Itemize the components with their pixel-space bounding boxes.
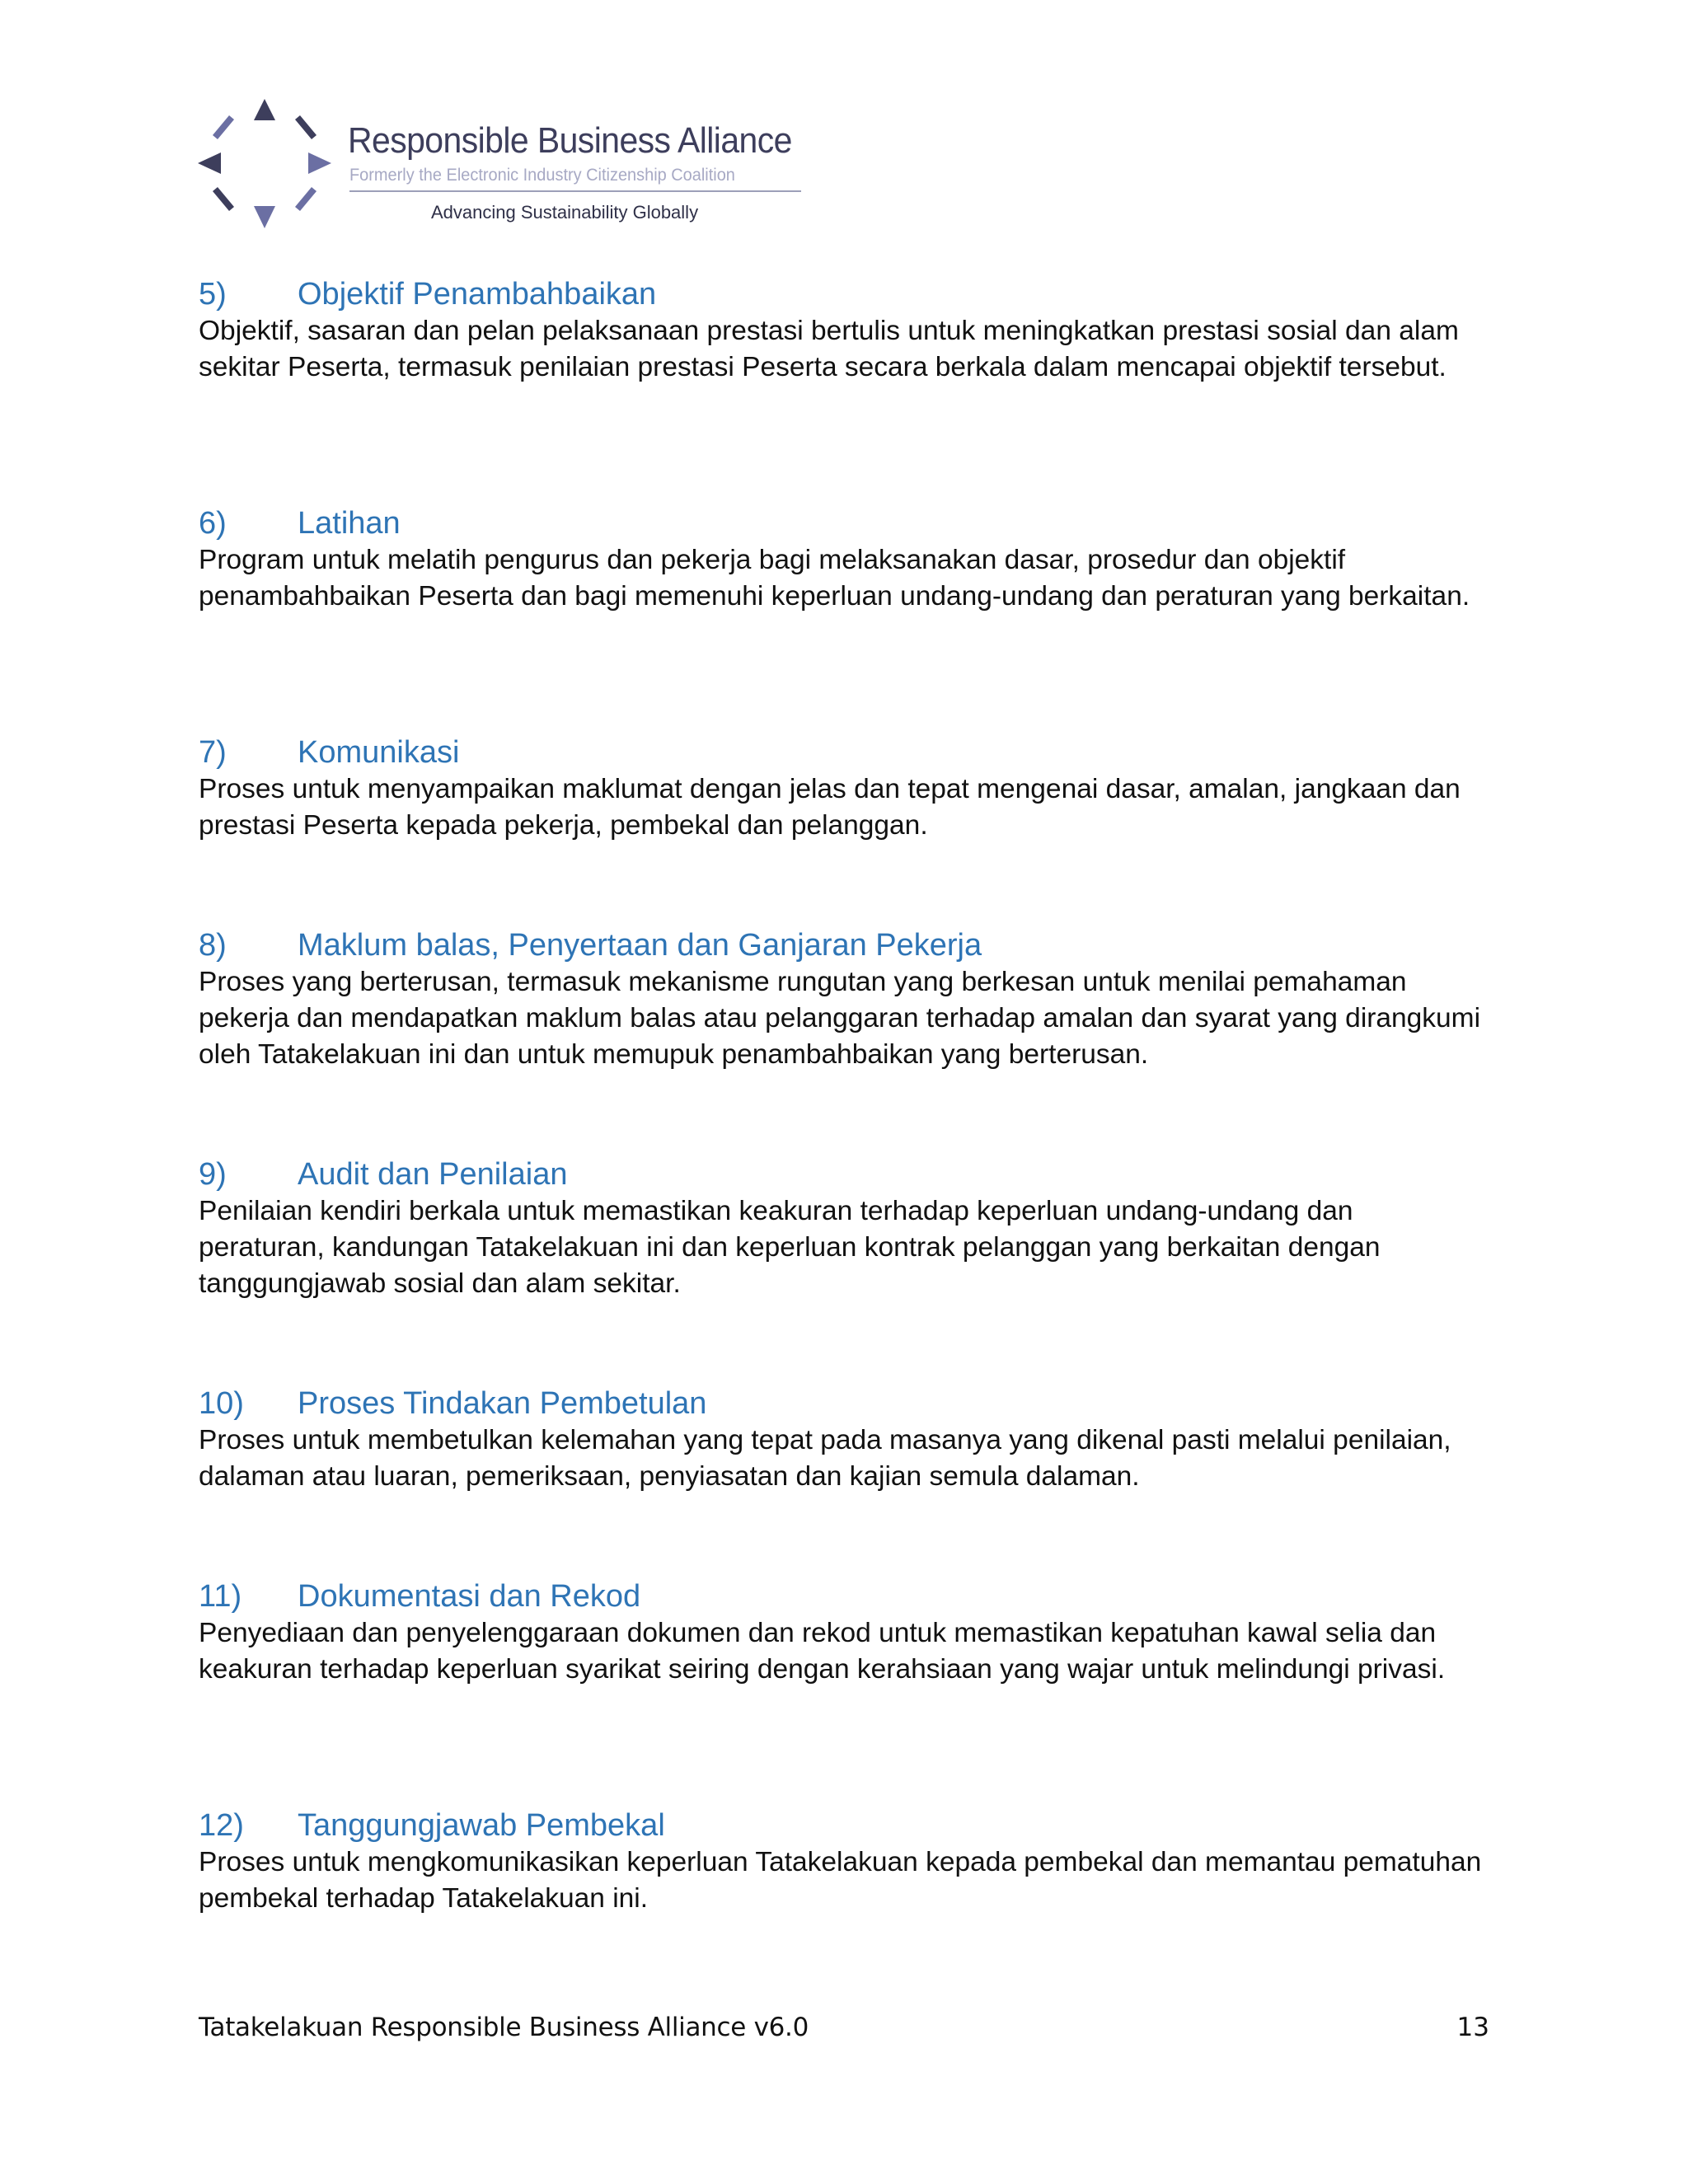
section-title: Objektif Penambahbaikan: [298, 277, 657, 312]
section-title: Maklum balas, Penyertaan dan Ganjaran Pekerja: [298, 928, 982, 963]
logo-tagline: Advancing Sustainability Globally: [431, 202, 699, 223]
section-6: [199, 504, 1484, 615]
section-10: [199, 1385, 1484, 1495]
section-body: Penyediaan dan penyelenggaraan dokumen dan rekod untuk memastikan kepatuhan kawal selia dan keakuran terhadap keperluan syarikat seiring dengan kerahsiaan yang wajar untuk melindungi privasi.: [199, 1618, 1446, 1685]
rba-logo: [195, 92, 821, 237]
section-number: 12): [199, 1808, 244, 1843]
logo-org-name: Responsible Business Alliance: [348, 120, 792, 161]
section-8: [199, 926, 1484, 1073]
section-heading: [199, 1577, 1484, 1615]
section-heading: [199, 1807, 1484, 1844]
section-number: 9): [199, 1157, 227, 1192]
footer-document-title: Tatakelakuan Responsible Business Alliance v6.0: [199, 2013, 809, 2042]
section-title: Komunikasi: [298, 735, 460, 770]
section-number: 11): [199, 1579, 242, 1614]
section-body: Proses untuk mengkomunikasikan keperluan Tatakelakuan kepada pembekal dan memantau pematuhan pembekal terhadap Tatakelakuan ini.: [199, 1847, 1482, 1914]
section-7: [199, 733, 1484, 844]
section-title: Latihan: [298, 506, 401, 541]
section-heading: [199, 1385, 1484, 1422]
section-heading: [199, 504, 1484, 542]
section-number: 8): [199, 928, 227, 963]
compass-logo-icon: [195, 92, 335, 237]
section-body: Proses untuk membetulkan kelemahan yang tepat pada masanya yang dikenal pasti melalui penilaian, dalaman atau luaran, pemeriksaan, penyiasatan dan kajian semula dalaman.: [199, 1425, 1451, 1492]
section-body: Proses untuk menyampaikan maklumat dengan jelas dan tepat mengenai dasar, amalan, jangkaan dan prestasi Peserta kepada pekerja, pembekal dan pelanggan.: [199, 774, 1461, 841]
section-11: [199, 1577, 1484, 1688]
section-body: Objektif, sasaran dan pelan pelaksanaan prestasi bertulis untuk meningkatkan prestasi sosial dan alam sekitar Peserta, termasuk penilaian prestasi Peserta secara berkala dalam mencapai objektif tersebut.: [199, 316, 1459, 382]
section-heading: [199, 733, 1484, 771]
section-body: Penilaian kendiri berkala untuk memastikan keakuran terhadap keperluan undang-undang dan peraturan, kandungan Tatakelakuan ini dan keperluan kontrak pelanggan yang berkaitan dengan tanggungjawab sosial dan alam sekitar.: [199, 1196, 1381, 1299]
section-12: [199, 1807, 1484, 1917]
section-number: 6): [199, 506, 227, 541]
section-body: Program untuk melatih pengurus dan pekerja bagi melaksanakan dasar, prosedur dan objektif penambahbaikan Peserta dan bagi memenuhi keperluan undang-undang dan peraturan yang berkaitan.: [199, 545, 1470, 612]
section-heading: [199, 275, 1484, 313]
section-title: Tanggungjawab Pembekal: [298, 1808, 665, 1843]
section-number: 10): [199, 1386, 244, 1421]
section-number: 5): [199, 277, 227, 312]
section-number: 7): [199, 735, 227, 770]
logo-divider: [349, 190, 801, 192]
footer-page-number: 13: [1456, 2013, 1489, 2042]
section-body: Proses yang berterusan, termasuk mekanisme rungutan yang berkesan untuk menilai pemahaman pekerja dan mendapatkan maklum balas atau pelanggaran terhadap amalan dan syarat yang dirangkumi oleh Tatakelakuan ini dan untuk memupuk penambahbaikan yang berterusan.: [199, 967, 1481, 1070]
section-heading: [199, 926, 1484, 964]
section-title: Proses Tindakan Pembetulan: [298, 1386, 707, 1421]
section-5: [199, 275, 1484, 386]
section-title: Dokumentasi dan Rekod: [298, 1579, 641, 1614]
section-9: [199, 1155, 1484, 1302]
section-heading: [199, 1155, 1484, 1193]
section-title: Audit dan Penilaian: [298, 1157, 568, 1192]
logo-formerly-text: Formerly the Electronic Industry Citizenship Coalition: [349, 166, 735, 185]
